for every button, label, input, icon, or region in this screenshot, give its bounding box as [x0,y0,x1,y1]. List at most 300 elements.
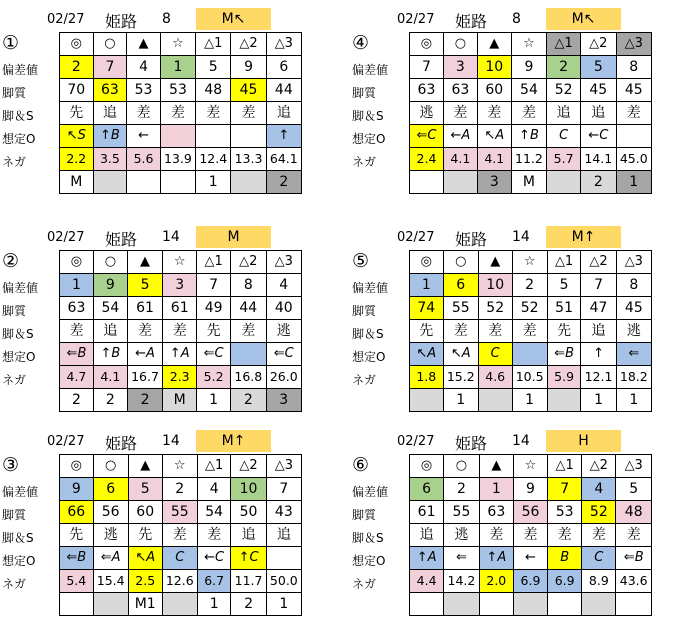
row-label: 偏差値 [2,485,39,499]
table-cell: 45 [581,79,616,102]
score-row [410,501,652,524]
table-cell: 2.3 [163,366,197,389]
row-label: 脚質 [2,508,27,522]
table-cell [160,125,195,148]
prediction-table [59,454,302,616]
horse-number-row [60,274,302,297]
table-cell: 43.6 [616,570,652,593]
table-cell: 逃 [93,524,128,547]
table-cell: 2 [444,478,480,501]
table-cell: 5 [616,478,652,501]
table-cell: ⇐C [266,343,301,366]
table-cell: M [60,171,94,194]
mark-row [410,33,652,56]
race-header [2,430,322,452]
table-cell: 47 [581,297,616,320]
table-cell: 2 [231,593,266,616]
nega-row [60,389,302,412]
nega-row [410,593,652,616]
table-cell: 6 [93,478,128,501]
race-block [2,430,302,625]
row-label: 脚＆S [2,327,34,341]
table-cell: ⇐B [60,547,94,570]
race-block [352,226,652,421]
table-cell: 45.0 [616,148,651,171]
table-cell: 7 [548,478,582,501]
table-cell [231,343,266,366]
prediction-table [59,250,302,412]
horse-number-row [410,478,652,501]
table-cell: 9 [93,274,127,297]
table-cell: 追 [581,320,616,343]
table-cell: ◎ [60,251,94,274]
table-cell: △1 [547,251,581,274]
block-number: ① [2,32,20,54]
table-cell: ↑A [410,547,444,570]
table-cell: 4.6 [478,366,512,389]
table-cell: 5 [196,56,231,79]
table-cell: ⇐B [547,343,581,366]
table-cell: C [478,343,512,366]
table-cell: △2 [231,251,266,274]
race-header [352,430,672,452]
table-cell: 差 [231,102,266,125]
table-cell: 13.9 [160,148,195,171]
table-cell: 14.2 [444,570,480,593]
table-cell: 8.9 [582,570,616,593]
table-cell: ↑C [231,547,266,570]
table-cell: ☆ [511,33,546,56]
table-cell: 45 [616,79,651,102]
table-cell: 56 [93,501,128,524]
table-cell: 53 [548,501,582,524]
table-cell: 3.5 [93,148,127,171]
table-cell: 差 [478,320,512,343]
table-cell: ⇐A [93,547,128,570]
nega-row [60,171,302,194]
race-date: 02/27 [47,434,85,449]
race-date: 02/27 [47,12,85,27]
table-cell: 2 [60,389,94,412]
table-cell: 7 [410,56,444,79]
table-cell: ←A [127,343,162,366]
table-cell [93,171,127,194]
table-cell: 4 [197,478,231,501]
table-cell: 差 [127,320,162,343]
race-block [352,8,652,203]
row-label: ネガ [2,155,27,169]
race-block [2,8,302,203]
table-cell: ○ [93,251,127,274]
table-cell [93,593,128,616]
race-header [352,226,672,248]
table-cell [231,125,266,148]
row-label: 脚＆S [352,109,384,123]
table-cell: 9 [513,478,547,501]
row-label: 脚＆S [352,327,384,341]
table-cell: 差 [163,320,197,343]
table-cell: 差 [512,320,547,343]
table-cell: ← [127,125,161,148]
table-cell: 18.2 [616,366,651,389]
score-row [410,79,652,102]
table-cell: 追 [547,102,581,125]
table-cell: △3 [266,33,301,56]
table-cell: 5 [127,274,162,297]
table-cell: 3 [443,56,477,79]
running-style-row [410,524,652,547]
row-label: 脚質 [352,304,377,318]
table-cell: 52 [547,79,581,102]
table-cell [410,389,444,412]
table-cell: C [582,547,616,570]
table-cell: ☆ [162,455,197,478]
table-cell: 8 [231,274,266,297]
table-cell: 2 [266,171,301,194]
race-number: 14 [162,229,180,245]
table-cell: 50 [231,501,266,524]
race-venue: 姫路 [455,230,488,249]
mark-row [60,455,302,478]
table-cell: ↑B [93,125,127,148]
table-cell: 差 [513,524,547,547]
table-cell: 10 [231,478,266,501]
table-cell: 差 [443,320,478,343]
race-number: 8 [512,11,521,27]
table-cell: 差 [60,320,94,343]
table-cell: 差 [479,524,513,547]
table-cell: △2 [581,33,616,56]
table-cell: 3 [163,274,197,297]
prediction-table [409,250,652,412]
table-cell: 64.1 [266,148,301,171]
prediction-table [409,454,652,616]
race-number: 14 [162,433,180,449]
nega-row [410,389,652,412]
table-cell: ⇐B [616,547,652,570]
table-cell: 6 [443,274,478,297]
table-cell: 差 [548,524,582,547]
table-cell: 2 [93,389,127,412]
horse-number-row [410,274,652,297]
block-number: ③ [2,454,20,476]
table-cell [160,171,195,194]
table-cell: 61 [410,501,444,524]
table-cell: 74 [410,297,444,320]
row-label: 脚質 [2,304,27,318]
table-cell: 55 [162,501,197,524]
table-cell: 54 [93,297,127,320]
table-cell: 追 [581,102,616,125]
row-label: 脚質 [352,86,377,100]
table-cell: 40 [266,297,301,320]
race-block [2,226,302,421]
table-cell: ◎ [410,33,444,56]
row-label: 偏差値 [352,281,389,295]
table-cell: ↑A [163,343,197,366]
table-cell: △3 [616,33,651,56]
table-cell: 1 [410,274,444,297]
table-cell: 48 [196,79,231,102]
table-cell [444,593,480,616]
race-block [352,430,652,625]
table-cell: 5 [581,56,616,79]
table-cell: 4.1 [443,148,477,171]
table-cell: 7 [197,274,231,297]
leg-speed-row [60,125,302,148]
table-cell: 4.1 [477,148,511,171]
table-cell [443,171,477,194]
table-cell [60,593,94,616]
table-cell: ▲ [128,455,162,478]
table-cell [513,593,547,616]
table-cell: △2 [231,33,266,56]
race-header [2,8,322,30]
table-cell: 差 [582,524,616,547]
table-cell: 15.4 [93,570,128,593]
table-cell [162,593,197,616]
table-cell: 70 [60,79,94,102]
table-cell: 逃 [616,320,651,343]
table-cell: ○ [444,455,480,478]
row-label: 想定O [2,350,36,364]
table-cell: 44 [266,79,301,102]
table-cell: 2 [127,389,162,412]
table-cell: 48 [616,501,652,524]
table-cell: ◎ [60,455,94,478]
table-cell: 2 [512,274,547,297]
block-number: ④ [352,32,370,54]
table-cell: M [511,171,546,194]
table-cell: 先 [547,320,581,343]
table-cell: △1 [197,455,231,478]
race-tag: M↖ [196,8,271,30]
table-cell: C [162,547,197,570]
table-cell: 4 [127,56,161,79]
table-cell: 3 [477,171,511,194]
table-cell: 16.8 [231,366,266,389]
table-cell: 5.6 [127,148,161,171]
table-cell: 1 [197,593,231,616]
table-cell: △3 [266,251,301,274]
table-cell: 5.2 [197,366,231,389]
table-cell: 1 [616,171,651,194]
row-label: 脚＆S [352,531,384,545]
row-label: 偏差値 [2,281,39,295]
table-cell [582,593,616,616]
table-cell: 1 [443,389,478,412]
odds-row [410,148,652,171]
table-cell: ▲ [478,251,512,274]
table-cell: 3 [266,389,301,412]
table-cell: 差 [196,102,231,125]
nega-row [410,171,652,194]
table-cell: 63 [93,79,127,102]
race-venue: 姫路 [455,434,488,453]
table-cell: 追 [410,524,444,547]
table-cell: 1 [266,593,301,616]
race-tag: M↑ [546,226,621,248]
table-cell: 52 [512,297,547,320]
row-label: ネガ [352,373,377,387]
table-cell [547,171,581,194]
table-cell: 54 [197,501,231,524]
table-cell: M [163,389,197,412]
table-cell: ☆ [163,251,197,274]
table-cell: △1 [197,251,231,274]
table-cell: 16.7 [127,366,162,389]
table-cell: ↖S [60,125,94,148]
row-label: 脚質 [2,86,27,100]
table-cell: △2 [582,455,616,478]
score-row [60,501,302,524]
table-cell: 53 [127,79,161,102]
table-cell [548,593,582,616]
table-cell: 追 [266,102,301,125]
table-cell: 1 [60,274,94,297]
table-cell: 66 [60,501,94,524]
table-cell: △2 [581,251,616,274]
table-cell: 5.7 [547,148,581,171]
score-row [60,79,302,102]
row-label: 想定O [352,350,386,364]
table-cell: 6.9 [513,570,547,593]
prediction-table [409,32,652,194]
table-cell: ⇐C [410,125,444,148]
running-style-row [60,524,302,547]
table-cell: 2 [581,171,616,194]
table-cell: 先 [197,320,231,343]
table-cell: 63 [410,79,444,102]
odds-row [60,570,302,593]
row-label: ネガ [352,155,377,169]
table-cell: ↑A [479,547,513,570]
table-cell: ↑ [266,125,301,148]
race-tag: M↖ [546,8,621,30]
table-cell: 2 [231,389,266,412]
nega-row [60,593,302,616]
row-label: 脚質 [352,508,377,522]
table-cell [266,547,301,570]
table-cell: 7 [581,274,616,297]
row-labels [2,481,56,596]
table-cell: 50.0 [266,570,301,593]
row-label: 偏差値 [352,63,389,77]
row-label: 想定O [2,132,36,146]
table-cell [616,125,651,148]
race-date: 02/27 [397,230,435,245]
race-number: 14 [512,433,530,449]
table-cell: 逃 [410,102,444,125]
table-cell: ○ [93,33,127,56]
row-labels [352,59,406,174]
table-cell: 2.2 [60,148,94,171]
table-cell: 53 [160,79,195,102]
table-cell: 差 [616,102,651,125]
race-venue: 姫路 [105,230,138,249]
table-cell: ⇐C [197,343,231,366]
row-labels [2,59,56,174]
table-cell: 10.5 [512,366,547,389]
table-cell [127,171,161,194]
table-cell: 5 [547,274,581,297]
table-cell: △1 [196,33,231,56]
table-cell: 6.9 [548,570,582,593]
table-cell: ⇐ [444,547,480,570]
table-cell: 45 [231,79,266,102]
block-number: ⑥ [352,454,370,476]
table-cell: 6.7 [197,570,231,593]
row-label: 想定O [2,554,36,568]
table-cell [410,593,444,616]
odds-row [410,366,652,389]
table-cell: B [548,547,582,570]
table-cell: 7 [93,56,127,79]
row-label: ネガ [2,373,27,387]
race-header [2,226,322,248]
table-cell: ↖A [410,343,444,366]
table-cell: 54 [511,79,546,102]
table-cell: ↖A [443,343,478,366]
leg-speed-row [60,343,302,366]
row-label: ネガ [2,577,27,591]
table-cell: △2 [231,455,266,478]
table-cell: 10 [477,56,511,79]
running-style-row [410,102,652,125]
odds-row [410,570,652,593]
table-cell: 2.5 [128,570,162,593]
table-cell: 15.2 [443,366,478,389]
leg-speed-row [60,547,302,570]
table-cell: 1 [512,389,547,412]
mark-row [60,251,302,274]
block-number: ② [2,250,20,272]
score-row [60,297,302,320]
table-cell: 9 [231,56,266,79]
running-style-row [60,102,302,125]
table-cell: 1 [581,389,616,412]
table-cell: ▲ [477,33,511,56]
table-cell: △3 [266,455,301,478]
table-cell: ○ [93,455,128,478]
table-cell: 差 [477,102,511,125]
table-cell: ○ [443,33,477,56]
mark-row [410,251,652,274]
table-cell: 差 [616,524,652,547]
table-cell: 61 [127,297,162,320]
table-cell: 11.7 [231,570,266,593]
row-labels [2,277,56,392]
table-cell: 45 [616,297,651,320]
table-cell: 55 [443,297,478,320]
race-tag: H [546,430,621,452]
table-cell [478,389,512,412]
row-label: 想定O [352,554,386,568]
table-cell: ↑B [93,343,127,366]
table-cell: 4.4 [410,570,444,593]
race-header [352,8,672,30]
table-cell: 1 [197,389,231,412]
row-labels [352,277,406,392]
race-tag: M [196,226,271,248]
table-cell: 追 [266,524,301,547]
table-cell: △3 [616,251,651,274]
row-labels [352,481,406,596]
table-cell: 60 [128,501,162,524]
table-cell: ▲ [479,455,513,478]
table-cell: 差 [127,102,161,125]
race-number: 14 [512,229,530,245]
